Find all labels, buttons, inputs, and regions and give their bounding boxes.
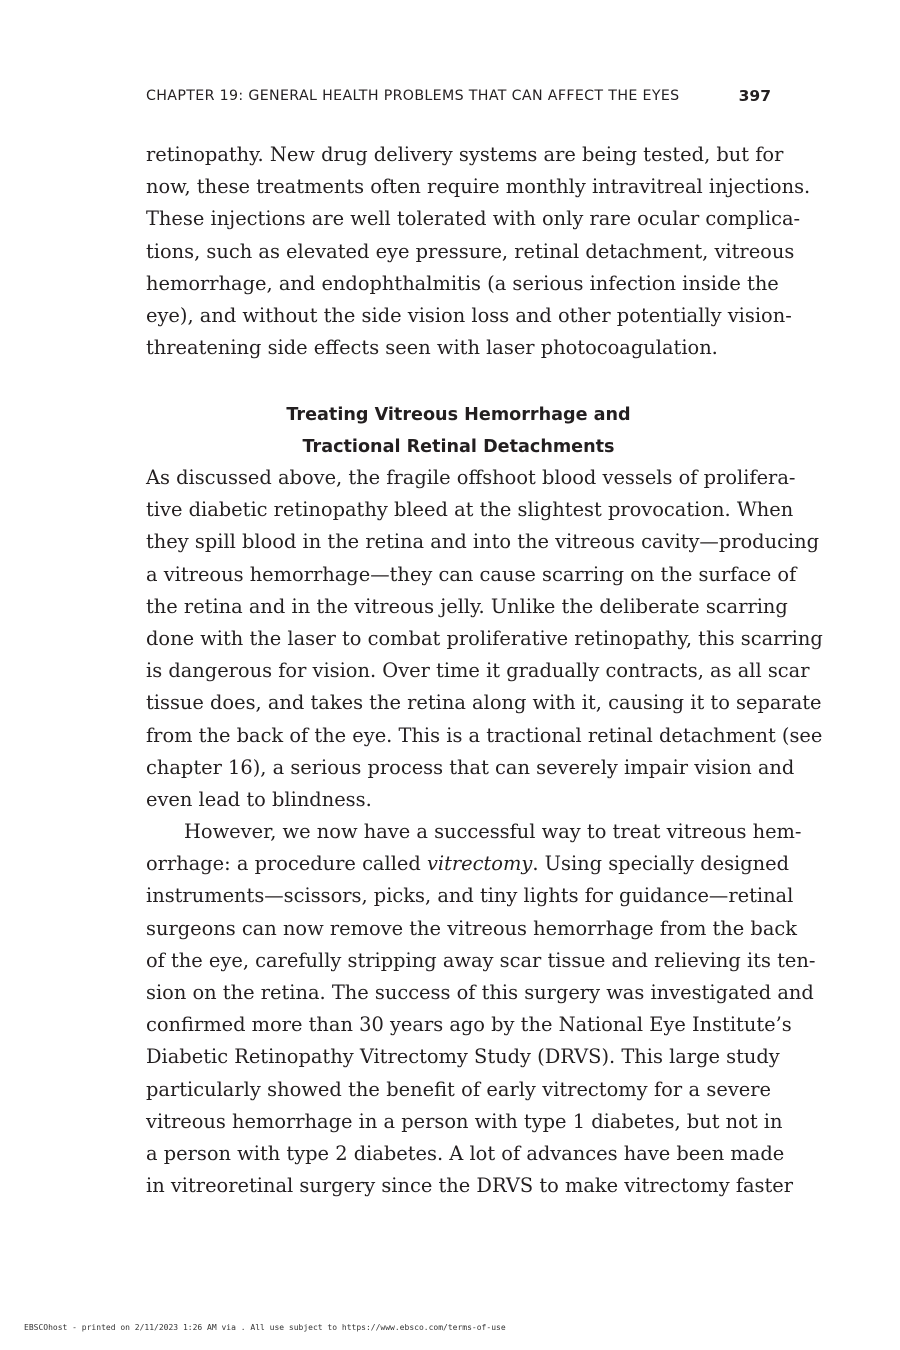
text-line: As discussed above, the fragile offshoot blood vessels of prolifera- — [146, 466, 796, 489]
text-line: done with the laser to combat proliferative retinopathy, this scarring — [146, 626, 823, 650]
text-line: hemorrhage, and endophthalmitis (a serious infection inside the — [146, 271, 779, 295]
section-heading-line-1: Treating Vitreous Hemorrhage and — [286, 405, 631, 425]
text-line: particularly showed the benefit of early vitrectomy for a severe — [146, 1077, 771, 1101]
text-line: These injections are well tolerated with only rare ocular complica- — [146, 207, 801, 231]
text-line: confirmed more than 30 years ago by the National Eye Institute’s — [146, 1013, 792, 1037]
text-line: chapter 16), a serious process that can severely impair vision and — [146, 755, 795, 779]
paragraph-hemorrhage — [146, 462, 823, 816]
text-line: from the back of the eye. This is a tractional retinal detachment (see — [146, 723, 823, 747]
text-line: threatening side effects seen with laser photocoagulation. — [146, 336, 718, 360]
text-line: of the eye, carefully stripping away scar tissue and relieving its ten- — [146, 948, 816, 972]
paragraph-vitrectomy — [146, 816, 816, 1202]
running-header — [146, 84, 771, 108]
text-line: a person with type 2 diabetes. A lot of advances have been made — [146, 1141, 785, 1165]
text-line: retinopathy. New drug delivery systems are being tested, but for — [146, 143, 784, 166]
chapter-title: CHAPTER 19: GENERAL HEALTH PROBLEMS THAT CAN AFFECT THE EYES — [146, 88, 680, 104]
text-line: the retina and in the vitreous jelly. Unlike the deliberate scarring — [146, 594, 788, 618]
text-line: surgeons can now remove the vitreous hemorrhage from the back — [146, 916, 797, 940]
text-line: in vitreoretinal surgery since the DRVS to make vitrectomy faster — [146, 1174, 794, 1198]
text-line: tive diabetic retinopathy bleed at the slightest provocation. When — [146, 498, 794, 522]
page-number: 397 — [738, 87, 771, 105]
text-line-with-emphasis — [146, 848, 790, 880]
section-heading — [146, 399, 771, 463]
print-footer: EBSCOhost - printed on 2/11/2023 1:26 AM via . All use subject to https://www.ebsco.com/terms-of-use — [24, 1323, 506, 1332]
text-line: tions, such as elevated eye pressure, retinal detachment, vitreous — [146, 239, 795, 263]
text-line: Diabetic Retinopathy Vitrectomy Study (DRVS). This large study — [146, 1045, 780, 1069]
text-line: sion on the retina. The success of this surgery was investigated and — [146, 980, 814, 1004]
text-line: even lead to blindness. — [146, 787, 372, 811]
text-line: they spill blood in the retina and into the vitreous cavity—producing — [146, 530, 820, 554]
text-line: vitreous hemorrhage in a person with type 1 diabetes, but not in — [146, 1109, 783, 1133]
text-line: is dangerous for vision. Over time it gradually contracts, as all scar — [146, 659, 810, 683]
paragraph-injections — [146, 139, 811, 364]
text-fragment: . Using specially designed — [532, 852, 790, 876]
text-line: eye), and without the side vision loss and other potentially vision- — [146, 303, 792, 327]
text-line: However, we now have a successful way to treat vitreous hem- — [184, 820, 802, 843]
emphasis-vitrectomy: vitrectomy — [426, 852, 533, 876]
text-line: a vitreous hemorrhage—they can cause scarring on the surface of — [146, 562, 797, 586]
text-line: now, these treatments often require monthly intravitreal injections. — [146, 175, 811, 199]
text-line: tissue does, and takes the retina along with it, causing it to separate — [146, 691, 822, 715]
text-fragment: orrhage: a procedure called — [146, 852, 427, 876]
section-heading-line-2: Tractional Retinal Detachments — [302, 437, 615, 457]
text-line: instruments—scissors, picks, and tiny lights for guidance—retinal — [146, 884, 794, 908]
